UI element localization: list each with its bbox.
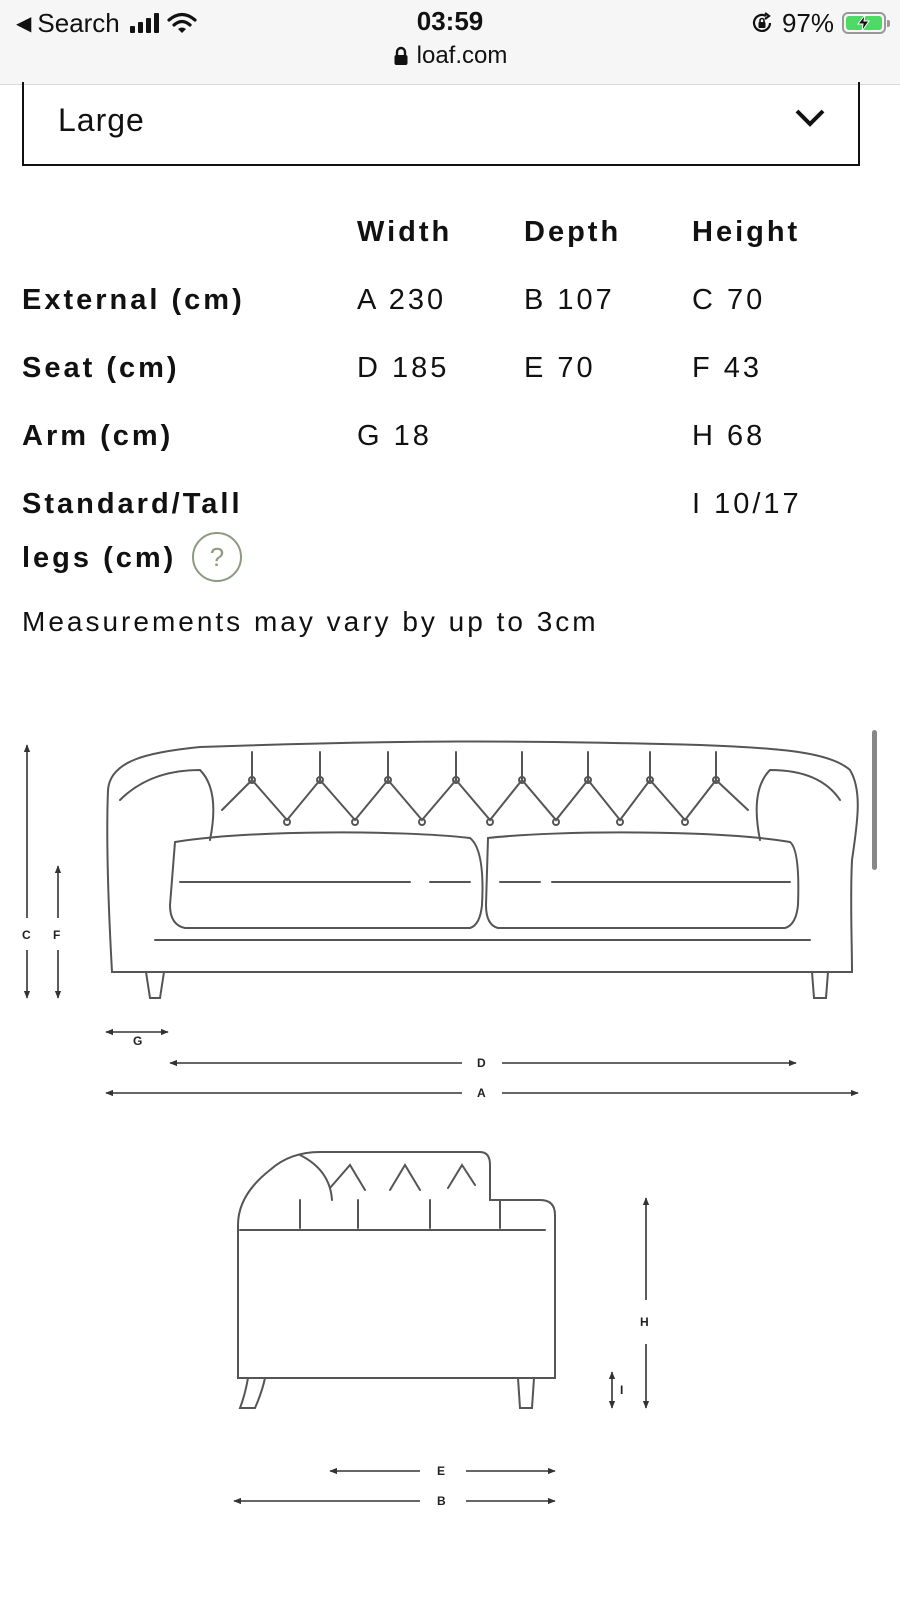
seat-width-value: D 185 — [357, 352, 450, 384]
lock-icon — [393, 46, 409, 66]
status-time: 03:59 — [416, 6, 484, 36]
diagram-label-b: B — [437, 1494, 446, 1508]
column-header-depth: Depth — [524, 216, 622, 248]
measurements-note: Measurements may vary by up to 3cm — [22, 606, 599, 637]
diagram-label-a: A — [477, 1086, 486, 1100]
sofa-side-view-drawing — [238, 1152, 555, 1408]
row-label-seat: Seat (cm) — [22, 352, 180, 384]
column-header-height: Height — [692, 216, 801, 248]
chevron-down-icon — [794, 108, 826, 128]
external-width-value: A 230 — [357, 284, 447, 316]
diagram-label-e: E — [437, 1464, 446, 1478]
size-select[interactable] — [22, 82, 860, 166]
seat-height-value: F 43 — [692, 352, 763, 384]
legs-help-button[interactable]: ? — [192, 532, 242, 582]
status-bar-right — [750, 6, 886, 40]
address-bar[interactable] — [0, 42, 900, 70]
row-label-legs-line1: Standard/Tall — [22, 488, 243, 520]
battery-percentage: 97% — [781, 7, 834, 38]
arm-width-value: G 18 — [357, 420, 432, 452]
row-label-legs-line2: legs (cm) — [22, 542, 177, 574]
diagram-label-f: F — [53, 928, 61, 942]
battery-charging-icon — [842, 12, 886, 34]
seat-depth-value: E 70 — [524, 352, 596, 384]
rotation-lock-icon — [750, 11, 774, 35]
legs-height-value: I 10/17 — [692, 488, 802, 520]
diagram-label-h: H — [640, 1315, 649, 1329]
back-to-search-link[interactable]: Search — [37, 7, 120, 38]
diagram-label-g: G — [133, 1034, 143, 1048]
size-select-value: Large — [58, 102, 145, 138]
column-header-width: Width — [357, 216, 453, 248]
arm-height-value: H 68 — [692, 420, 766, 452]
row-label-external: External (cm) — [22, 284, 245, 316]
sofa-front-view-drawing — [107, 741, 858, 998]
back-arrow-icon[interactable]: ◀ — [16, 12, 32, 35]
sofa-dimension-diagram — [0, 720, 900, 1520]
status-bar — [0, 0, 900, 85]
url-text: loaf.com — [416, 42, 508, 69]
diagram-label-c: C — [22, 928, 31, 942]
external-height-value: C 70 — [692, 284, 766, 316]
row-label-arm: Arm (cm) — [22, 420, 174, 452]
external-depth-value: B 107 — [524, 284, 615, 316]
diagram-label-d: D — [477, 1056, 486, 1070]
diagram-label-i: I — [620, 1383, 624, 1397]
